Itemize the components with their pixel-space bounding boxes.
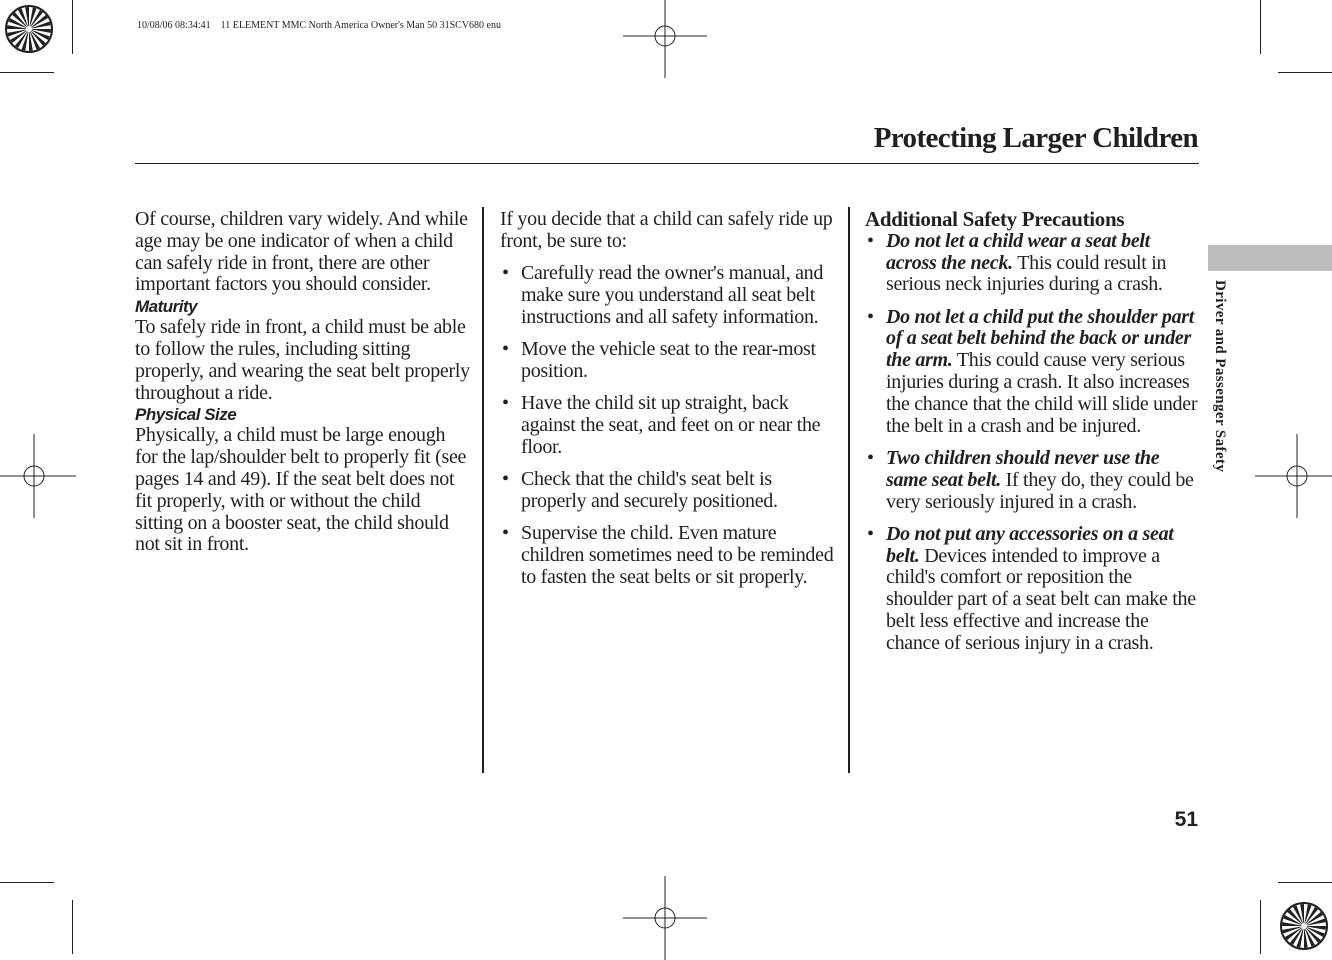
registration-mark-icon (623, 876, 707, 960)
crop-mark (0, 72, 54, 73)
physical-size-paragraph: Physically, a child must be large enough for the lap/shoulder belt to properly fit (see pages 14 and 49). If the seat belt does not fit properly, with or without the child sitting on a booster seat, the child should not sit in front. (135, 424, 467, 556)
maturity-heading: Maturity (135, 297, 198, 317)
list-item: • Two children should never use the same seat belt. If they do, they could be very seriously injured in a crash. (867, 446, 1194, 513)
checklist-intro: If you decide that a child can safely ride up front, be sure to: (500, 208, 833, 252)
bullet-icon: • (502, 262, 509, 285)
maturity-paragraph: To safely ride in front, a child must be able to follow the rules, including sitting properly, and wearing the seat belt properly throughout a ride. (135, 316, 470, 404)
precautions-list (865, 231, 1201, 655)
column-3 (865, 209, 1201, 655)
page-number: 51 (1174, 808, 1198, 831)
bullet-icon: • (502, 337, 509, 360)
print-slug: 10/08/06 08:34:41 11 ELEMENT MMC North America Owner's Man 50 31SCV680 enu (137, 20, 501, 31)
list-item: • Carefully read the owner's manual, and make sure you understand all seat belt instructions and all safety information. (502, 262, 824, 328)
warning-lead: Do not let a child wear a seat belt across the neck. (886, 229, 1150, 274)
crop-mark (0, 882, 54, 883)
warning-lead: Do not put any accessories on a seat belt. (886, 522, 1174, 567)
registration-mark-icon (623, 0, 707, 78)
bullet-icon: • (867, 522, 874, 545)
bullet-icon: • (867, 305, 874, 328)
sunburst-mark-icon (1279, 901, 1329, 951)
column-divider (482, 207, 484, 773)
bullet-icon: • (867, 229, 874, 252)
column-2 (500, 209, 835, 588)
list-item: • Do not let a child put the shoulder part of a seat belt behind the back or under the arm. This could cause very serious injuries during a crash. It also increases the chance that the child will slide under the belt in a crash and be injured. (867, 305, 1198, 437)
checklist (500, 263, 835, 588)
crop-mark (72, 900, 73, 954)
list-item: • Have the child sit up straight, back against the seat, and feet on or near the floor. (502, 392, 821, 458)
crop-mark (1260, 900, 1261, 954)
crop-mark (1278, 882, 1332, 883)
crop-mark (72, 0, 73, 54)
list-item: • Move the vehicle seat to the rear-most position. (502, 337, 816, 382)
list-item: • Supervise the child. Even mature children sometimes need to be reminded to fasten the seat belts or sit properly. (502, 522, 834, 588)
title-rule (135, 163, 1199, 164)
precautions-heading: Additional Safety Precautions (865, 207, 1125, 231)
page-title: Protecting Larger Children (873, 122, 1198, 154)
list-item: • Check that the child's seat belt is properly and securely positioned. (502, 467, 778, 512)
warning-lead: Two children should never use the same seat belt. (886, 446, 1160, 491)
sunburst-mark-icon (4, 4, 54, 54)
bullet-icon: • (502, 522, 509, 545)
column-1 (135, 209, 470, 556)
list-item: • Do not let a child wear a seat belt across the neck. This could result in serious neck injuries during a crash. (867, 229, 1167, 296)
bullet-icon: • (867, 446, 874, 469)
crop-mark (1260, 0, 1261, 54)
column-divider (848, 207, 850, 773)
crop-mark (1278, 72, 1332, 73)
registration-mark-icon (0, 434, 76, 518)
physical-size-heading: Physical Size (135, 405, 237, 425)
warning-lead: Do not let a child put the shoulder part of a seat belt behind the back or under the arm. (886, 305, 1195, 372)
intro-paragraph: Of course, children vary widely. And while age may be one indicator of when a child can safely ride in front, there are other important factors you should consider. (135, 208, 468, 296)
section-label: Driver and Passenger Safety (1212, 280, 1228, 473)
registration-mark-icon (1255, 434, 1332, 518)
list-item: • Do not put any accessories on a seat belt. Devices intended to improve a child's comfort or reposition the shoulder part of a seat belt can make the belt less effective and increase the chance of serious injury in a crash. (867, 522, 1196, 654)
bullet-icon: • (502, 467, 509, 490)
section-tab (1208, 245, 1332, 271)
bullet-icon: • (502, 392, 509, 415)
